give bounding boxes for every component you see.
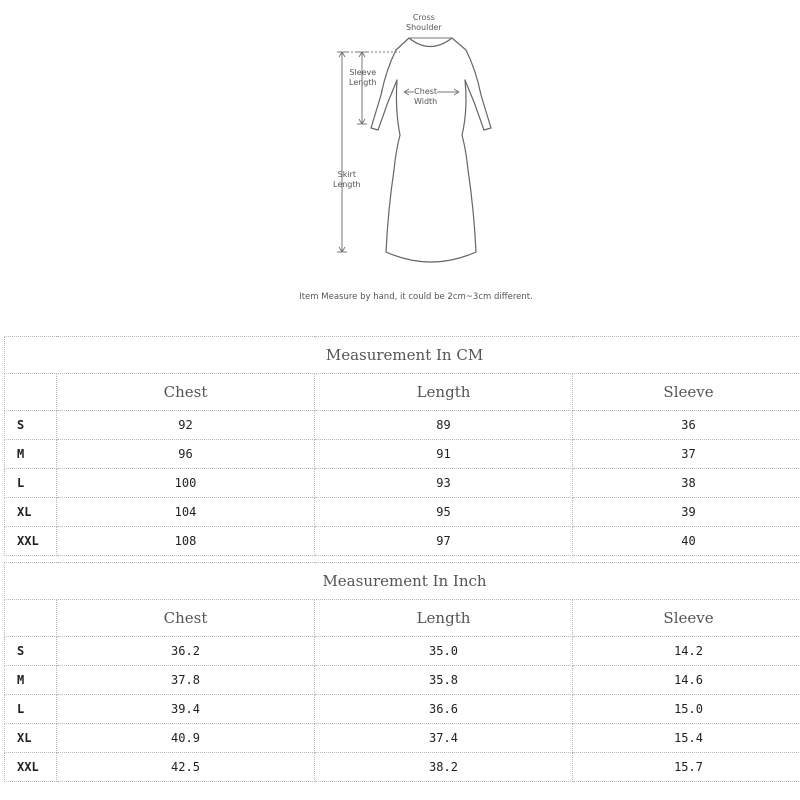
inch-table-container <box>4 562 800 782</box>
table-title-row <box>5 563 800 600</box>
size-cell: XL <box>5 498 57 527</box>
chest-width-label <box>414 87 437 107</box>
skirt-length-label-line2: Length <box>333 180 361 189</box>
size-cell: XXL <box>5 527 57 556</box>
size-cell: L <box>5 695 57 724</box>
sleeve-length-label-line1: Sleeve <box>349 68 377 77</box>
sleeve-cell: 14.2 <box>573 637 800 666</box>
chest-cell: 40.9 <box>57 724 315 753</box>
measure-note: Item Measure by hand, it could be 2cm~3cm different. <box>299 292 533 302</box>
header-cell-length: Length <box>315 600 573 637</box>
chest-cell: 104 <box>57 498 315 527</box>
table-row <box>5 637 800 666</box>
chest-width-label-line1: Chest <box>414 87 438 96</box>
table-row <box>5 724 800 753</box>
table-header-row <box>5 600 800 637</box>
table-row <box>5 753 800 782</box>
length-cell: 37.4 <box>315 724 573 753</box>
table-row <box>5 666 800 695</box>
dress-outline-icon <box>0 0 800 310</box>
cm-table-container <box>4 336 800 556</box>
header-cell-size <box>5 600 57 637</box>
table-title: Measurement In Inch <box>5 563 800 600</box>
length-cell: 91 <box>315 440 573 469</box>
sleeve-cell: 37 <box>573 440 800 469</box>
chest-cell: 96 <box>57 440 315 469</box>
size-cell: S <box>5 637 57 666</box>
cross-shoulder-label-line1: Cross <box>412 13 435 22</box>
length-cell: 97 <box>315 527 573 556</box>
table-row <box>5 498 800 527</box>
header-cell-chest: Chest <box>57 374 315 411</box>
length-cell: 95 <box>315 498 573 527</box>
sleeve-cell: 40 <box>573 527 800 556</box>
sleeve-cell: 14.6 <box>573 666 800 695</box>
size-cell: L <box>5 469 57 498</box>
sleeve-cell: 15.7 <box>573 753 800 782</box>
chest-cell: 42.5 <box>57 753 315 782</box>
skirt-length-label-line1: Skirt <box>337 170 356 179</box>
measurement-table-inch <box>4 562 800 782</box>
table-row <box>5 527 800 556</box>
dress-measurement-diagram <box>0 0 800 310</box>
header-cell-size <box>5 374 57 411</box>
size-cell: XXL <box>5 753 57 782</box>
table-row <box>5 469 800 498</box>
header-cell-sleeve: Sleeve <box>573 600 800 637</box>
sleeve-length-label <box>349 68 377 88</box>
sleeve-cell: 15.0 <box>573 695 800 724</box>
header-cell-sleeve: Sleeve <box>573 374 800 411</box>
length-cell: 35.0 <box>315 637 573 666</box>
sleeve-length-label-line2: Length <box>349 78 377 87</box>
table-title-row <box>5 337 800 374</box>
sleeve-cell: 36 <box>573 411 800 440</box>
cross-shoulder-label-line2: Shoulder <box>406 23 442 32</box>
length-cell: 93 <box>315 469 573 498</box>
sleeve-cell: 15.4 <box>573 724 800 753</box>
sleeve-cell: 39 <box>573 498 800 527</box>
length-cell: 36.6 <box>315 695 573 724</box>
sleeve-cell: 38 <box>573 469 800 498</box>
size-cell: XL <box>5 724 57 753</box>
measurement-table-cm <box>4 336 800 556</box>
header-cell-length: Length <box>315 374 573 411</box>
chest-cell: 108 <box>57 527 315 556</box>
chest-width-label-line2: Width <box>414 97 438 106</box>
length-cell: 89 <box>315 411 573 440</box>
size-cell: M <box>5 440 57 469</box>
table-header-row <box>5 374 800 411</box>
chest-cell: 100 <box>57 469 315 498</box>
cross-shoulder-label <box>406 13 442 33</box>
table-title: Measurement In CM <box>5 337 800 374</box>
chest-cell: 39.4 <box>57 695 315 724</box>
length-cell: 38.2 <box>315 753 573 782</box>
table-row <box>5 695 800 724</box>
chest-cell: 92 <box>57 411 315 440</box>
size-cell: S <box>5 411 57 440</box>
length-cell: 35.8 <box>315 666 573 695</box>
header-cell-chest: Chest <box>57 600 315 637</box>
chest-cell: 36.2 <box>57 637 315 666</box>
table-row <box>5 440 800 469</box>
skirt-length-label <box>333 170 361 190</box>
table-row <box>5 411 800 440</box>
size-cell: M <box>5 666 57 695</box>
chest-cell: 37.8 <box>57 666 315 695</box>
